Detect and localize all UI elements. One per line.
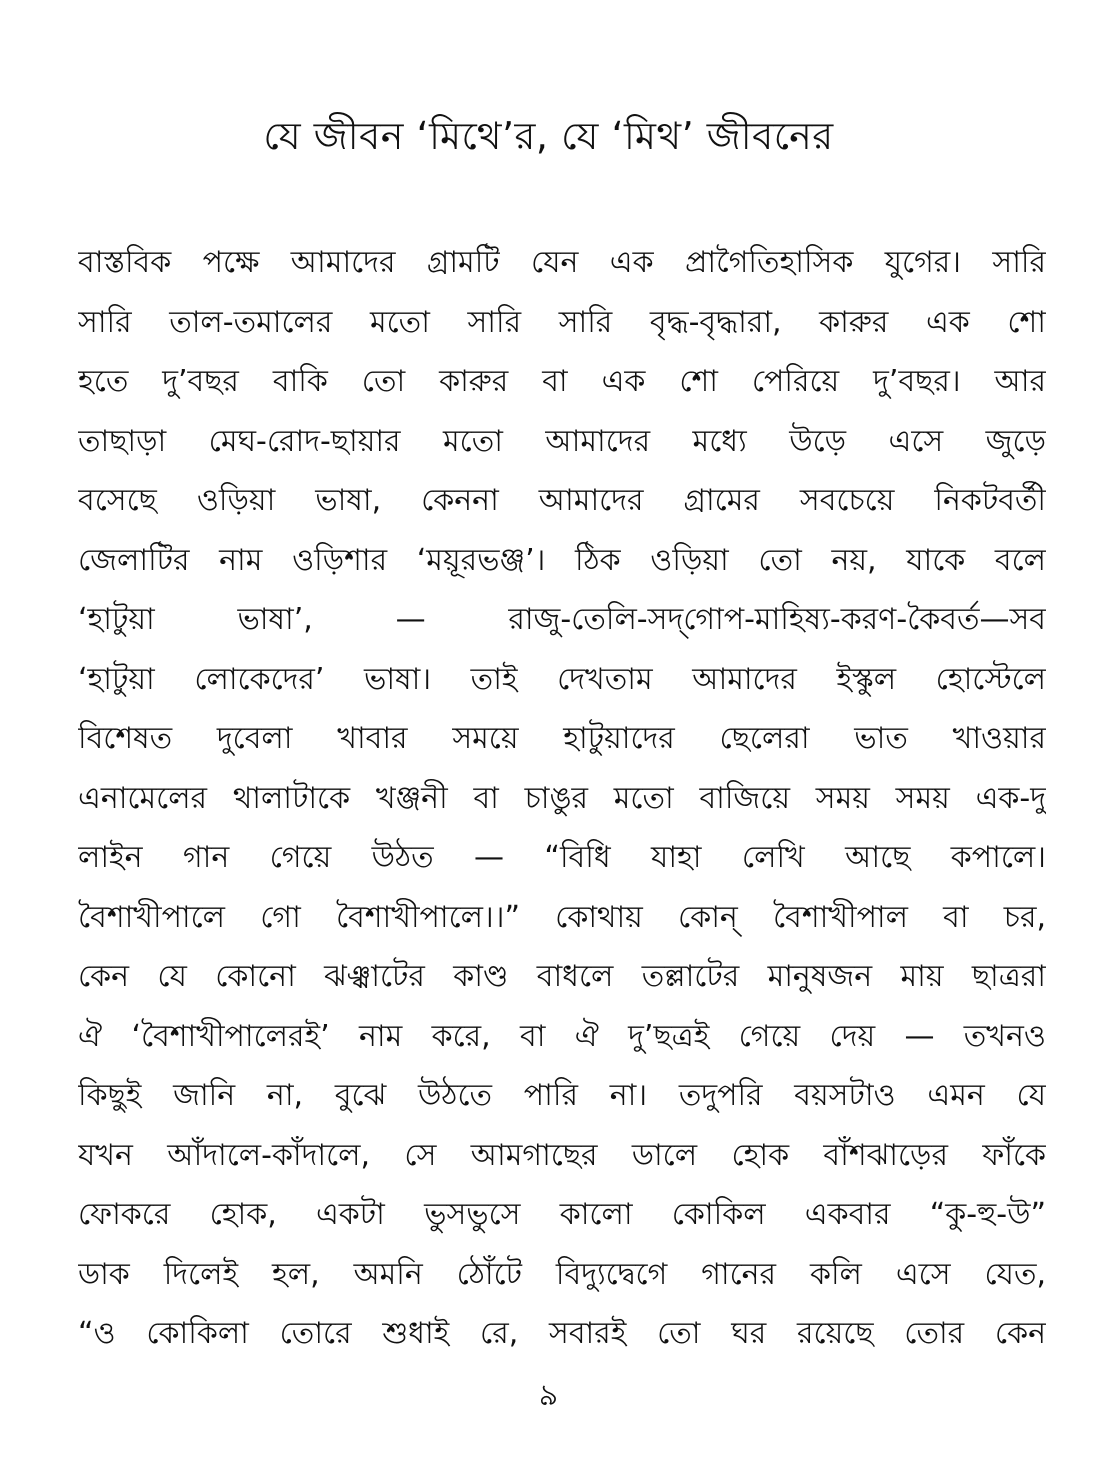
text-line: হতে দু’বছর বাকি তো কারুর বা এক শো পেরিয়ে দু’বছর। আর — [78, 364, 1046, 399]
text-line: ঐ ‘বৈশাখীপালেরই’ নাম করে, বা ঐ দু’ছত্রই গেয়ে দেয় — তখনও — [78, 1018, 1046, 1054]
text-line: বিশেষত দুবেলা খাবার সময়ে হাটুয়াদের ছেলেরা ভাত খাওয়ার — [78, 721, 1046, 756]
text-line: লাইন গান গেয়ে উঠত — “বিধি যাহা লেখি আছে কপালে। — [78, 840, 1046, 875]
text-line: ‘হাটুয়া লোকেদের’ ভাষা। তাই দেখতাম আমাদের ইস্কুল হোস্টেলে — [78, 661, 1046, 697]
page-number: ৯ — [538, 1378, 559, 1413]
text-line: তাছাড়া মেঘ-রোদ-ছায়ার মতো আমাদের মধ্যে উড়ে এসে জুড়ে — [78, 423, 1046, 459]
text-line: ফোকরে হোক, একটা ভুসভুসে কালো কোকিল একবার “কু-হু-উ” — [78, 1197, 1046, 1232]
text-line: “ও কোকিলা তোরে শুধাই রে, সবারই তো ঘর রয়েছে তোর কেন — [78, 1316, 1046, 1351]
text-line: সারি তাল-তমালের মতো সারি সারি বৃদ্ধ-বৃদ্ধারা, কারুর এক শো — [78, 304, 1046, 340]
text-line: কিছুই জানি না, বুঝে উঠতে পারি না। তদুপরি বয়সটাও এমন যে — [78, 1078, 1046, 1113]
text-line: ডাক দিলেই হল, অমনি ঠোঁটে বিদ্যুদ্বেগে গানের কলি এসে যেত, — [78, 1256, 1046, 1292]
chapter-title: যে জীবন ‘মিথে’র, যে ‘মিথ’ জীবনের — [263, 114, 834, 158]
text-line: বাস্তবিক পক্ষে আমাদের গ্রামটি যেন এক প্রাগৈতিহাসিক যুগের। সারি — [78, 245, 1046, 280]
text-line: কেন যে কোনো ঝঞ্ঝাটের কাণ্ড বাধলে তল্লাটের মানুষজন মায় ছাত্ররা — [78, 959, 1046, 994]
body-text — [78, 233, 1046, 1364]
text-line: জেলাটির নাম ওড়িশার ‘ময়ূরভঞ্জ’। ঠিক ওড়িয়া তো নয়, যাকে বলে — [78, 542, 1046, 578]
text-line: ‘হাটুয়া ভাষা’, — রাজু-তেলি-সদ্‌গোপ-মাহিষ্য-করণ-কৈবর্ত—সব — [78, 602, 1046, 637]
text-line: বৈশাখীপালে গো বৈশাখীপালে।।” কোথায় কোন্ বৈশাখীপাল বা চর, — [78, 899, 1046, 935]
text-line: বসেছে ওড়িয়া ভাষা, কেননা আমাদের গ্রামের সবচেয়ে নিকটবর্তী — [78, 483, 1046, 518]
text-line: যখন আঁদালে-কাঁদালে, সে আমগাছের ডালে হোক বাঁশঝাড়ের ফাঁকে — [78, 1137, 1046, 1173]
text-line: এনামেলের থালাটাকে খঞ্জনী বা চাঙুর মতো বাজিয়ে সময় সময় এক-দু — [78, 780, 1046, 816]
